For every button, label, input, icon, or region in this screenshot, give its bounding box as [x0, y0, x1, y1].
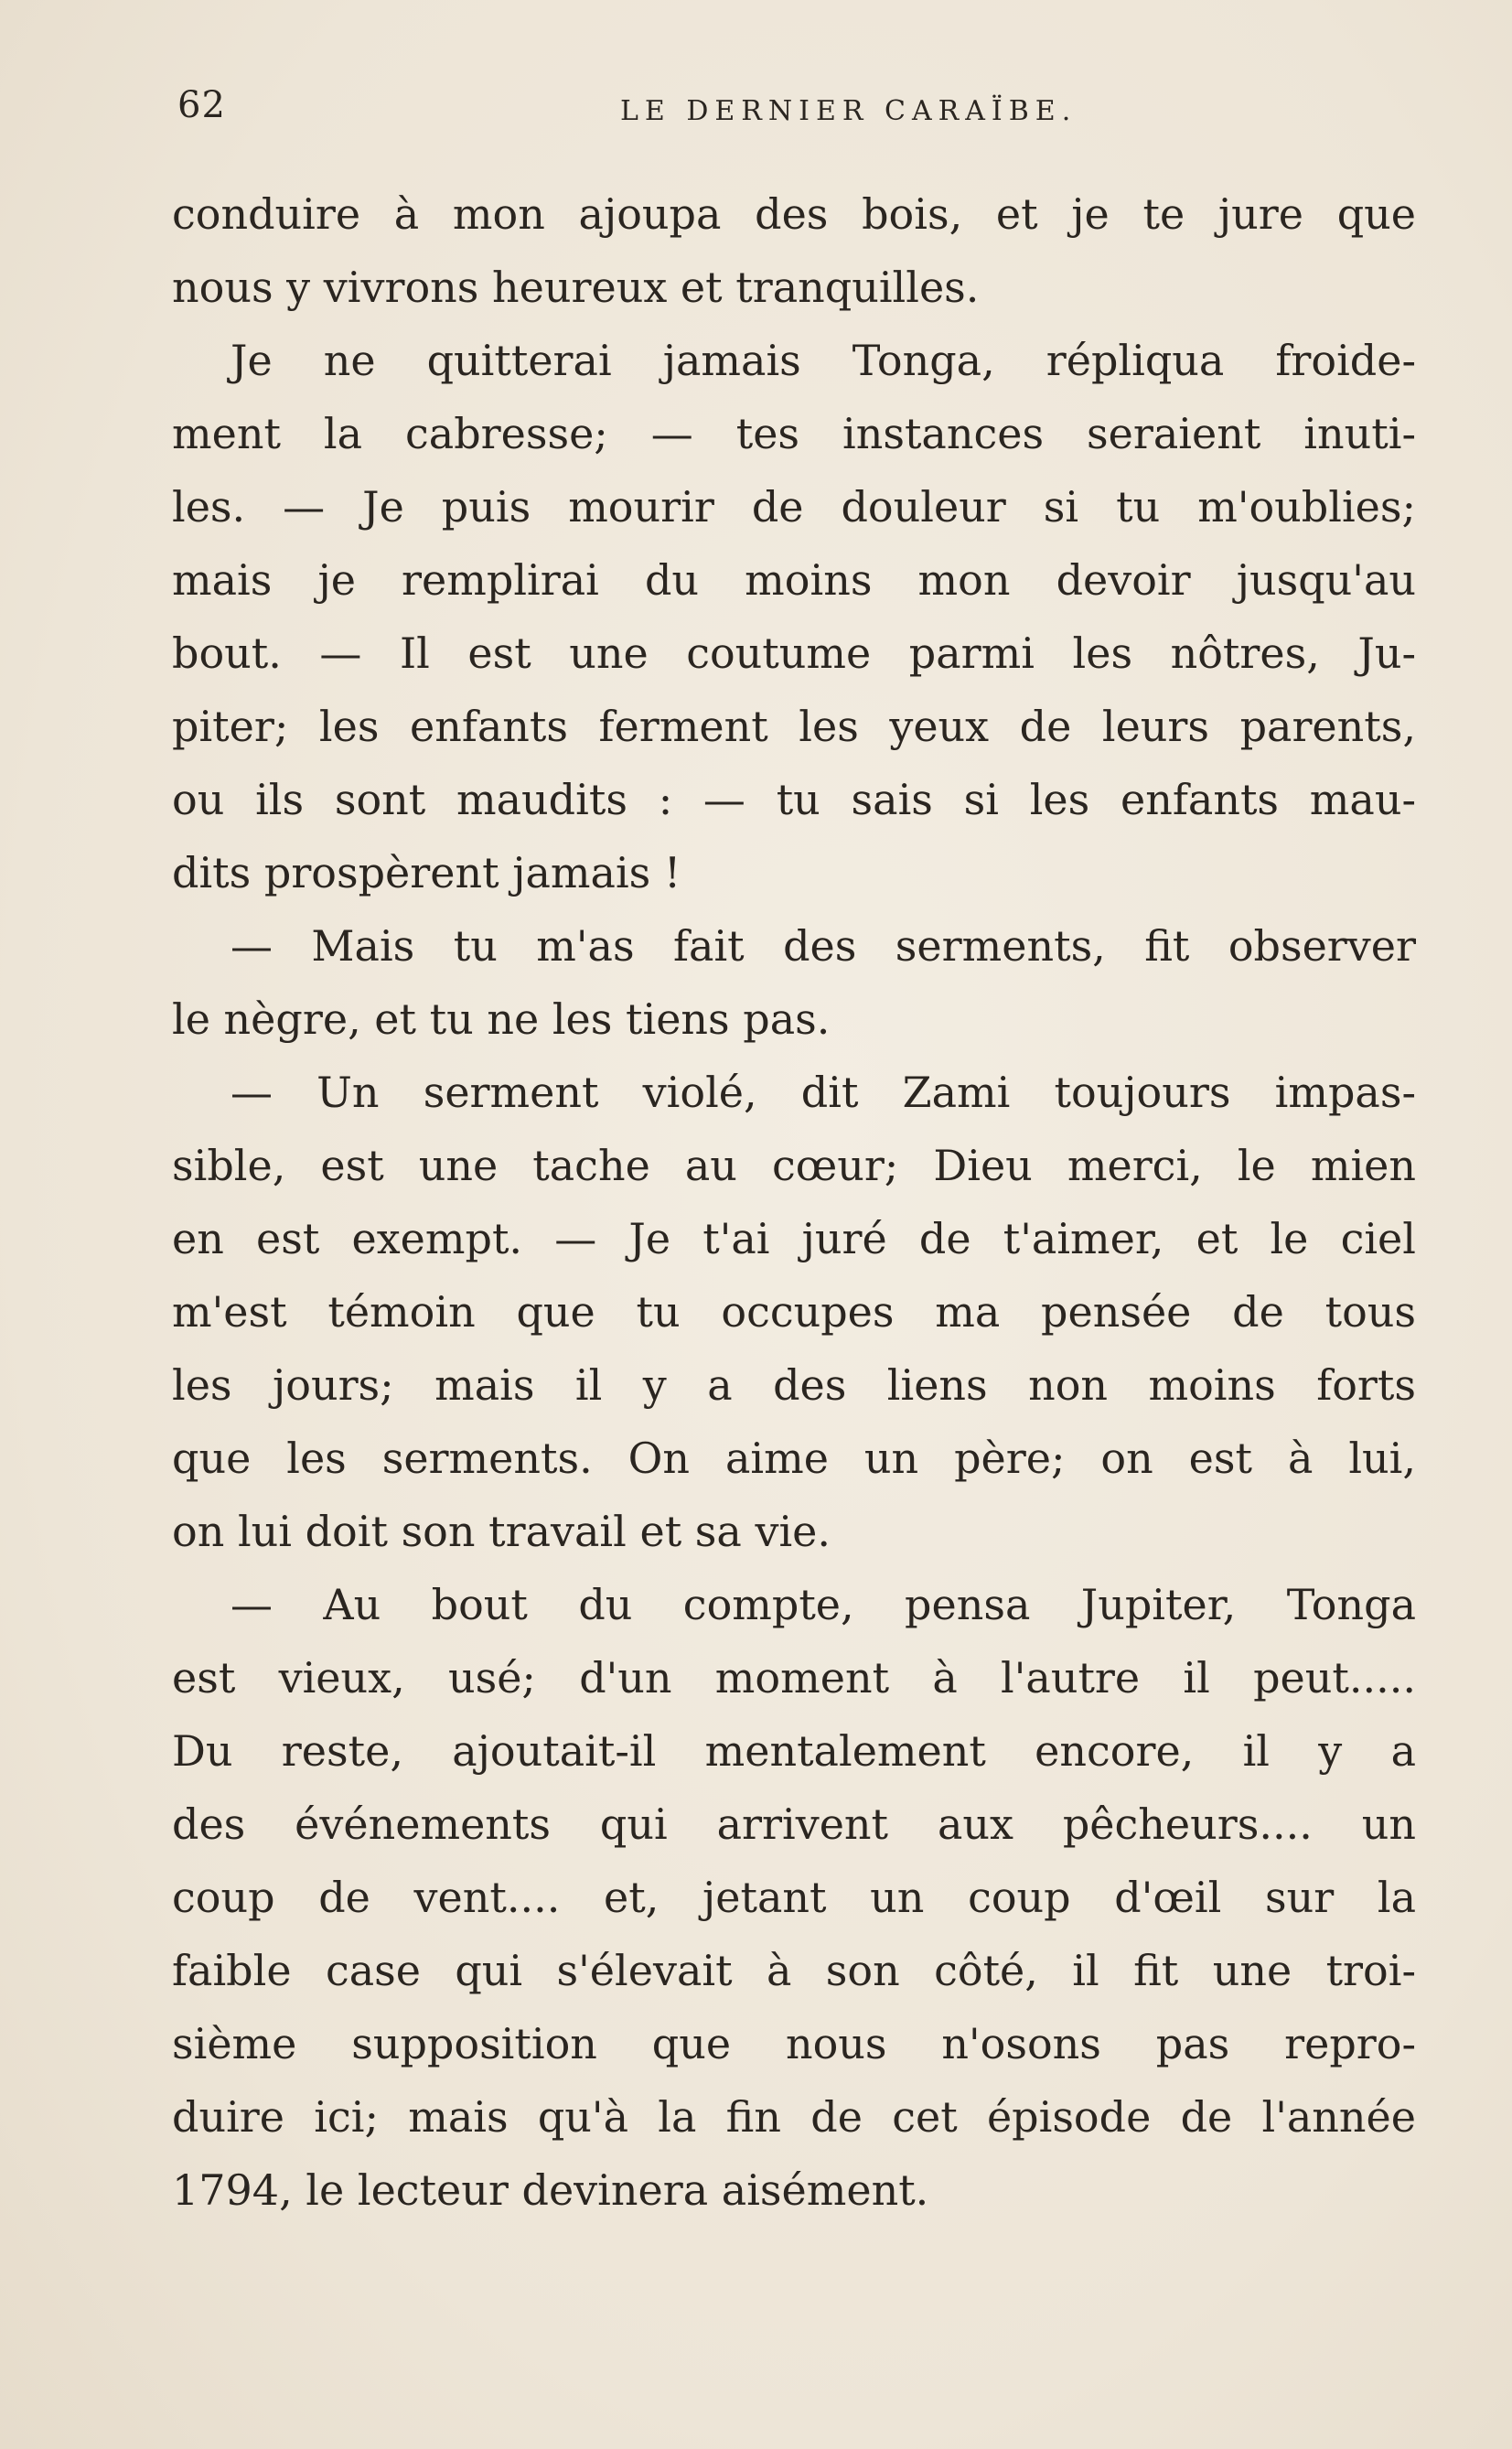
- text-line: ment la cabresse; — tes instances seraient inuti-: [172, 409, 1416, 458]
- text-line: les. — Je puis mourir de douleur si tu m'oublies;: [172, 482, 1416, 532]
- text-line: conduire à mon ajoupa des bois, et je te jure que: [172, 189, 1416, 239]
- text-line: — Au bout du compte, pensa Jupiter, Tonga: [231, 1580, 1416, 1629]
- text-line: que les serments. On aime un père; on est à lui,: [172, 1434, 1416, 1483]
- text-line: — Mais tu m'as fait des serments, fit observer: [231, 921, 1416, 971]
- text-line: faible case qui s'élevait à son côté, il fit une troi-: [172, 1946, 1416, 1995]
- text-line: sible, est une tache au cœur; Dieu merci, le mien: [172, 1141, 1416, 1190]
- text-line: Je ne quitterai jamais Tonga, répliqua froide-: [231, 336, 1416, 385]
- text-line: est vieux, usé; d'un moment à l'autre il peut.....: [172, 1653, 1416, 1702]
- text-line: sième supposition que nous n'osons pas repro-: [172, 2019, 1416, 2068]
- text-line: en est exempt. — Je t'ai juré de t'aimer, et le ciel: [172, 1214, 1416, 1263]
- text-line: des événements qui arrivent aux pêcheurs.... un: [172, 1799, 1416, 1849]
- text-line: — Un serment violé, dit Zami toujours impas-: [231, 1068, 1416, 1117]
- text-line: mais je remplirai du moins mon devoir jusqu'au: [172, 555, 1416, 605]
- text-line: les jours; mais il y a des liens non moins forts: [172, 1360, 1416, 1410]
- text-line: le nègre, et tu ne les tiens pas.: [172, 994, 831, 1044]
- text-line: ou ils sont maudits : — tu sais si les enfants mau-: [172, 775, 1416, 824]
- text-line: nous y vivrons heureux et tranquilles.: [172, 263, 980, 312]
- text-line: on lui doit son travail et sa vie.: [172, 1507, 831, 1556]
- text-line: piter; les enfants ferment les yeux de leurs parents,: [172, 702, 1416, 751]
- page-number: 62: [177, 84, 226, 126]
- text-line: duire ici; mais qu'à la fin de cet épisode de l'année: [172, 2092, 1416, 2142]
- text-line: 1794, le lecteur devinera aisément.: [172, 2165, 929, 2215]
- text-line: Du reste, ajoutait-il mentalement encore, il y a: [172, 1726, 1416, 1776]
- text-line: dits prospèrent jamais !: [172, 848, 681, 897]
- text-line: coup de vent.... et, jetant un coup d'œil sur la: [172, 1873, 1416, 1922]
- body-text: [172, 177, 1416, 2227]
- page-header: [172, 84, 1416, 139]
- text-line: bout. — Il est une coutume parmi les nôtres, Ju-: [172, 628, 1416, 678]
- running-title: LE DERNIER CARAÏBE.: [620, 95, 1078, 127]
- text-line: m'est témoin que tu occupes ma pensée de tous: [172, 1287, 1416, 1337]
